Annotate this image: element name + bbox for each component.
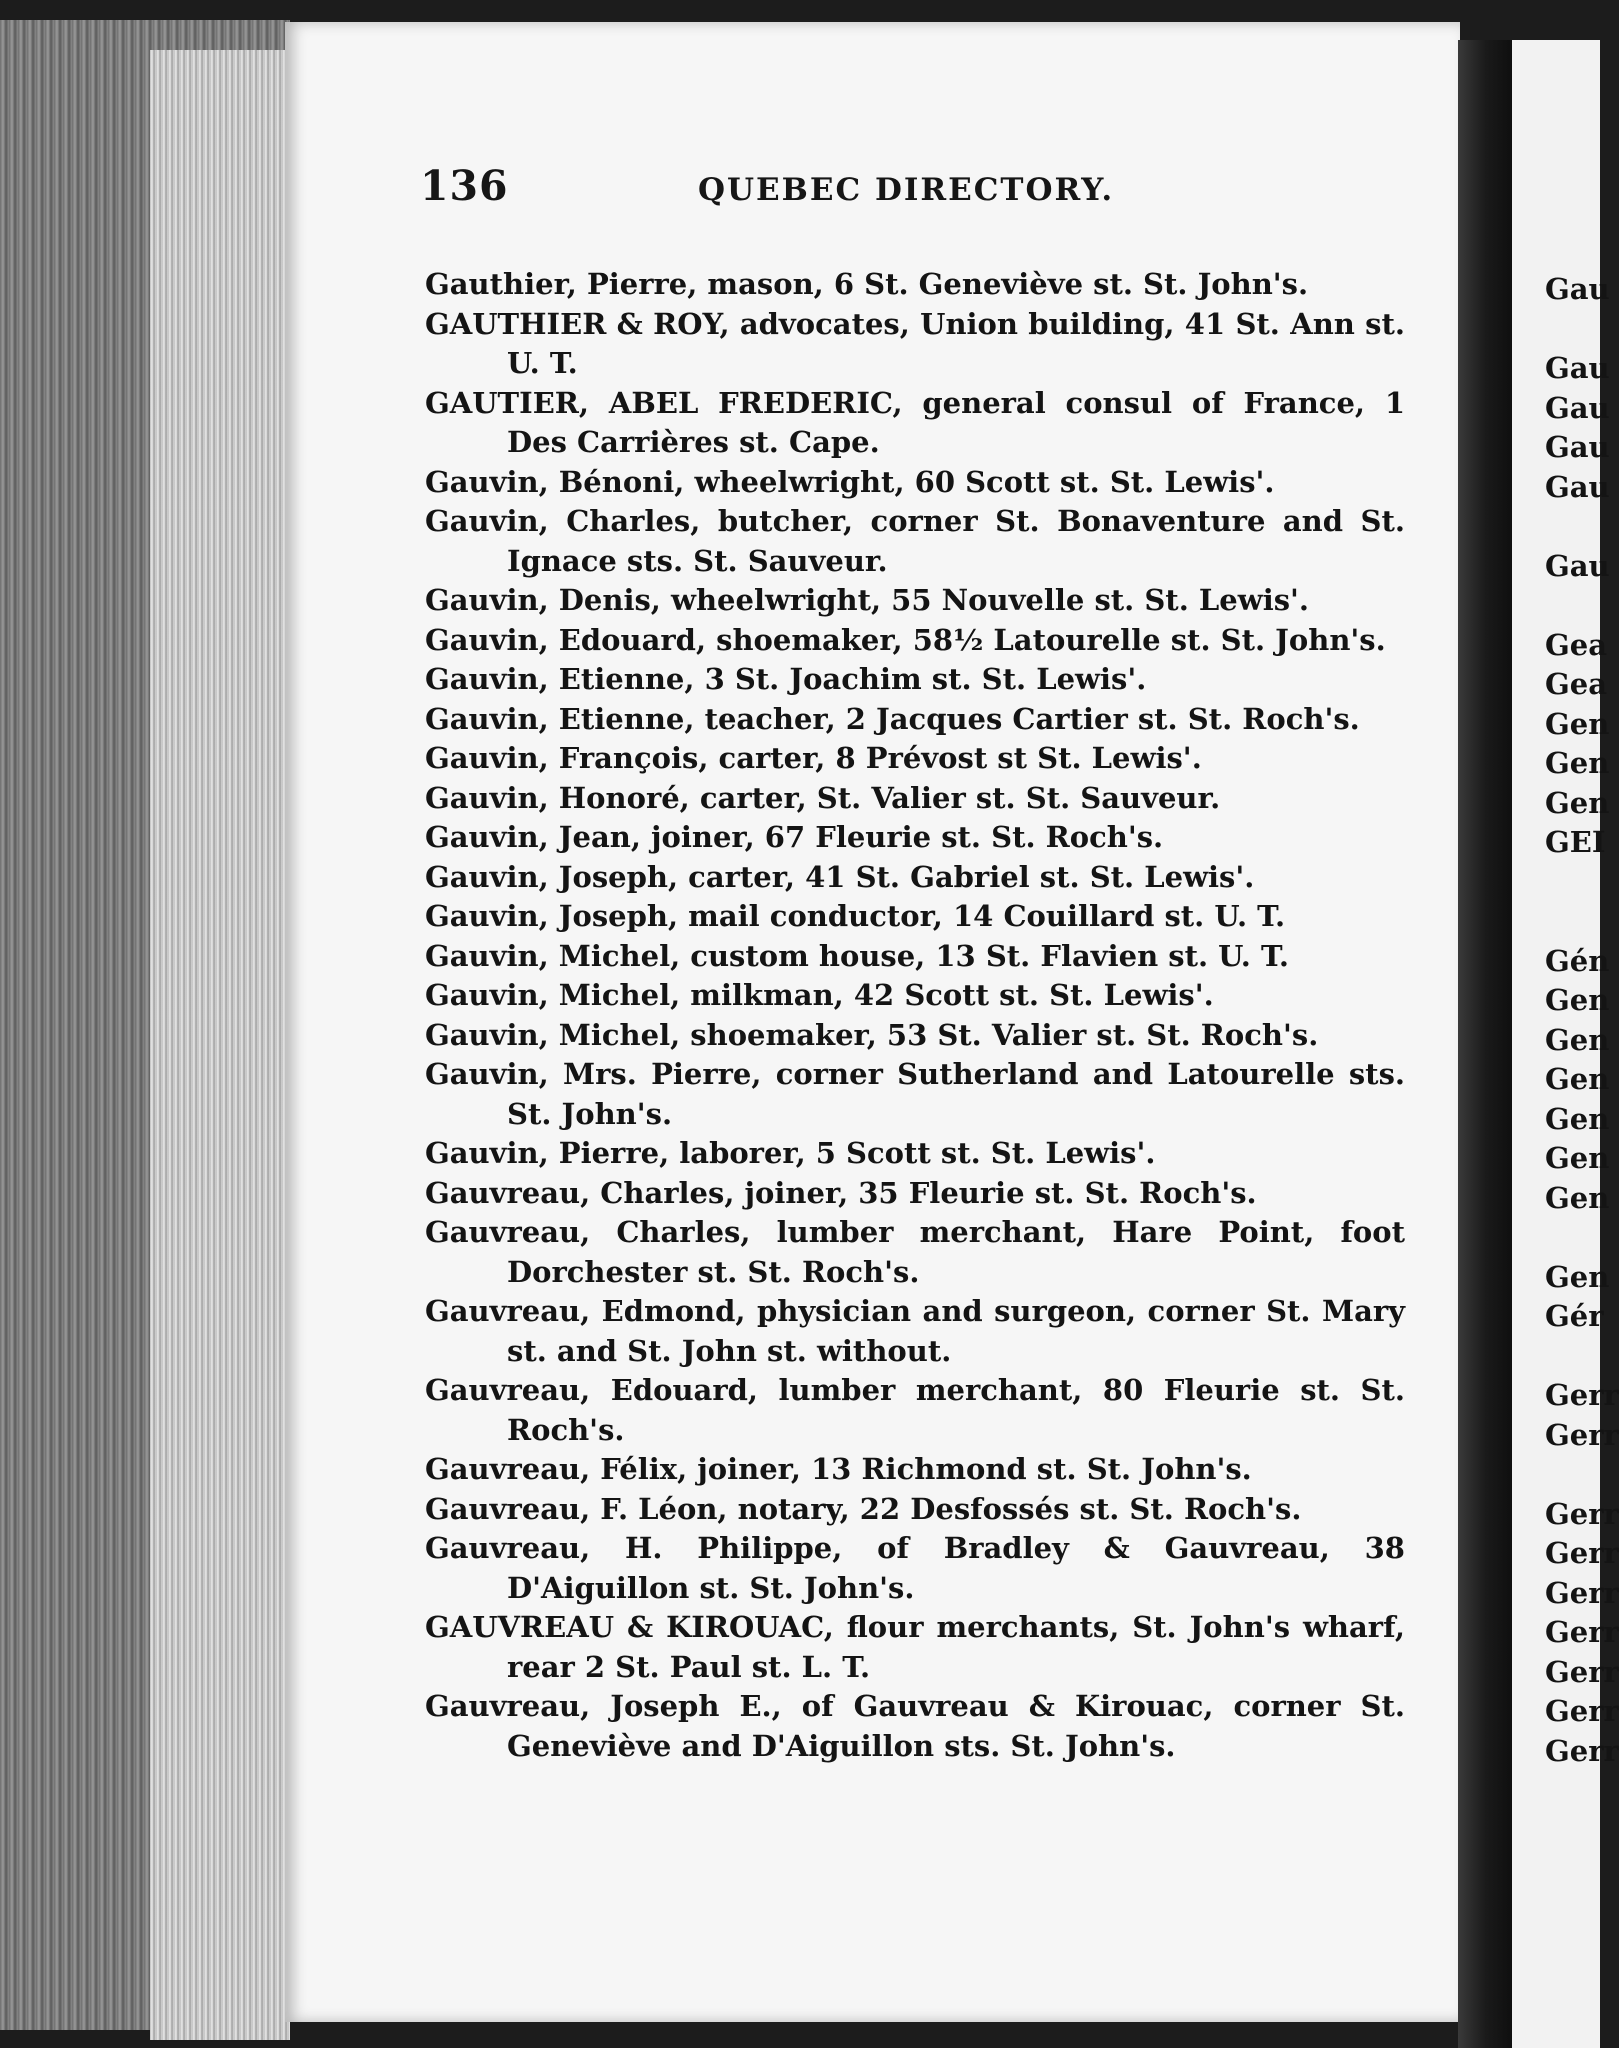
facing-page-fragment [1545,507,1605,547]
directory-entry: GAUTIER, ABEL FREDERIC, general consul of France, 1 Des Carrières st. Cape. [425,385,1405,459]
directory-entry: GAUVREAU & KIROUAC, flour merchants, St. John's wharf, rear 2 St. Paul st. L. T. [425,1610,1405,1684]
facing-page-fragment: Gau [1545,469,1610,504]
directory-entries [425,265,1405,1766]
facing-page-fragment [1545,1455,1605,1495]
facing-page-fragment: Gerr [1545,1378,1619,1412]
directory-entry: Gauvin, Bénoni, wheelwright, 60 Scott st. St. Lewis'. [425,464,1275,499]
facing-page-fragment [1545,1337,1605,1377]
directory-entry: Gauvin, Michel, milkman, 42 Scott st. St. Lewis'. [425,978,1214,1012]
facing-page-fragment [1545,902,1605,942]
directory-entry: Gauvin, Jean, joiner, 67 Fleurie st. St. Roch's. [425,820,1164,854]
facing-page-fragment: Gea [1545,667,1608,701]
page-leaves-edge [0,20,290,2030]
directory-entry: Gauthier, Pierre, mason, 6 St. Geneviève st. St. John's. [425,267,1309,301]
facing-page-fragment: Gen [1545,1062,1610,1096]
facing-page-fragment: Gen [1545,1022,1610,1057]
facing-page-fragment: Gen [1545,706,1610,741]
facing-page-fragment: Gerr [1545,1575,1619,1610]
facing-page-fragment: Gau [1545,272,1610,306]
directory-entry: Gauvin, Michel, custom house, 13 St. Flavien st. U. T. [425,938,1289,973]
directory-entry: Gauvin, Etienne, 3 St. Joachim st. St. Lewis'. [425,662,1147,696]
facing-page-fragment: Gerr [1545,1694,1619,1728]
facing-page-fragment: Gen [1545,1141,1610,1175]
directory-entry: Gauvin, Mrs. Pierre, corner Sutherland and Latourelle sts. St. John's. [425,1057,1405,1131]
directory-entry: Gauvin, Joseph, mail conductor, 14 Couillard st. U. T. [425,899,1286,933]
facing-page-fragment: Gerr [1545,1615,1619,1649]
facing-page-fragment: Gen [1545,746,1610,780]
facing-page-fragment: Gerr [1545,1654,1619,1689]
page-title: QUEBEC DIRECTORY. [698,172,1115,208]
facing-page-fragment: GEI [1545,825,1606,859]
directory-entry: Gauvreau, Charles, lumber merchant, Hare Point, foot Dorchester st. St. Roch's. [425,1215,1405,1289]
facing-page-fragment [1545,863,1605,903]
directory-entry: Gauvreau, F. Léon, notary, 22 Desfossés st. St. Roch's. [425,1491,1302,1526]
directory-entry: Gauvin, Denis, wheelwright, 55 Nouvelle st. St. Lewis'. [425,583,1310,617]
directory-entry: Gauvin, Joseph, carter, 41 St. Gabriel st. St. Lewis'. [425,859,1255,894]
facing-page-fragment: Gen [1545,1101,1610,1136]
facing-page-fragment: Gau [1545,351,1610,385]
directory-entry: Gauvin, Pierre, laborer, 5 Scott st. St. Lewis'. [425,1136,1156,1170]
directory-entry: Gauvreau, Charles, joiner, 35 Fleurie st. St. Roch's. [425,1175,1257,1210]
running-head [420,162,1140,222]
page-number: 136 [420,162,509,210]
facing-page-fragment: Gen [1545,785,1610,820]
directory-entry: Gauvreau, Edmond, physician and surgeon, corner St. Mary st. and St. John st. without. [425,1294,1405,1368]
facing-page-fragment: Gen [1545,1259,1610,1294]
facing-page-fragment: Gén [1545,943,1610,978]
facing-page-fragment: Gerr [1545,1733,1619,1768]
facing-page-fragment: Gen [1545,1180,1610,1215]
facing-page-fragment: Gerr [1545,1536,1619,1570]
facing-page-fragments [1545,270,1619,1771]
facing-page-fragment: Gau [1545,430,1610,464]
facing-page-fragment [1545,586,1605,626]
facing-page-fragment: Gau [1545,548,1610,583]
facing-page-fragment: Gér [1545,1299,1604,1333]
facing-page-fragment: Gea [1545,627,1608,662]
facing-page-fragment: Gerr [1545,1417,1619,1452]
directory-entry: Gauvin, Michel, shoemaker, 53 St. Valier st. St. Roch's. [425,1017,1319,1052]
directory-entry: Gauvin, Honoré, carter, St. Valier st. St. Sauveur. [425,780,1221,815]
directory-entry: Gauvreau, H. Philippe, of Bradley & Gauvreau, 38 D'Aiguillon st. St. John's. [425,1531,1405,1605]
directory-entry: Gauvin, François, carter, 8 Prévost st St. Lewis'. [425,741,1202,775]
directory-entry: Gauvin, Etienne, teacher, 2 Jacques Cartier st. St. Roch's. [425,701,1360,736]
facing-page-fragment: Gen [1545,983,1610,1017]
directory-entry: Gauvreau, Joseph E., of Gauvreau & Kirouac, corner St. Geneviève and D'Aiguillon sts. St. John's. [425,1689,1405,1763]
page-leaves-inner [150,50,290,2040]
book-gutter [1458,40,1514,2048]
facing-page-fragment: Gerr [1545,1496,1619,1531]
directory-entry: Gauvin, Charles, butcher, corner St. Bonaventure and St. Ignace sts. St. Sauveur. [425,504,1405,578]
directory-entry: Gauvin, Edouard, shoemaker, 58½ Latourelle st. St. John's. [425,622,1386,657]
directory-entry: GAUTHIER & ROY, advocates, Union building, 41 St. Ann st. U. T. [425,306,1405,380]
facing-page-fragment: Gau [1545,390,1610,425]
directory-entry: Gauvreau, Edouard, lumber merchant, 80 Fleurie st. St. Roch's. [425,1373,1405,1447]
directory-entry: Gauvreau, Félix, joiner, 13 Richmond st. St. John's. [425,1452,1252,1486]
facing-page-fragment [1545,310,1605,350]
facing-page-fragment [1545,1218,1605,1258]
